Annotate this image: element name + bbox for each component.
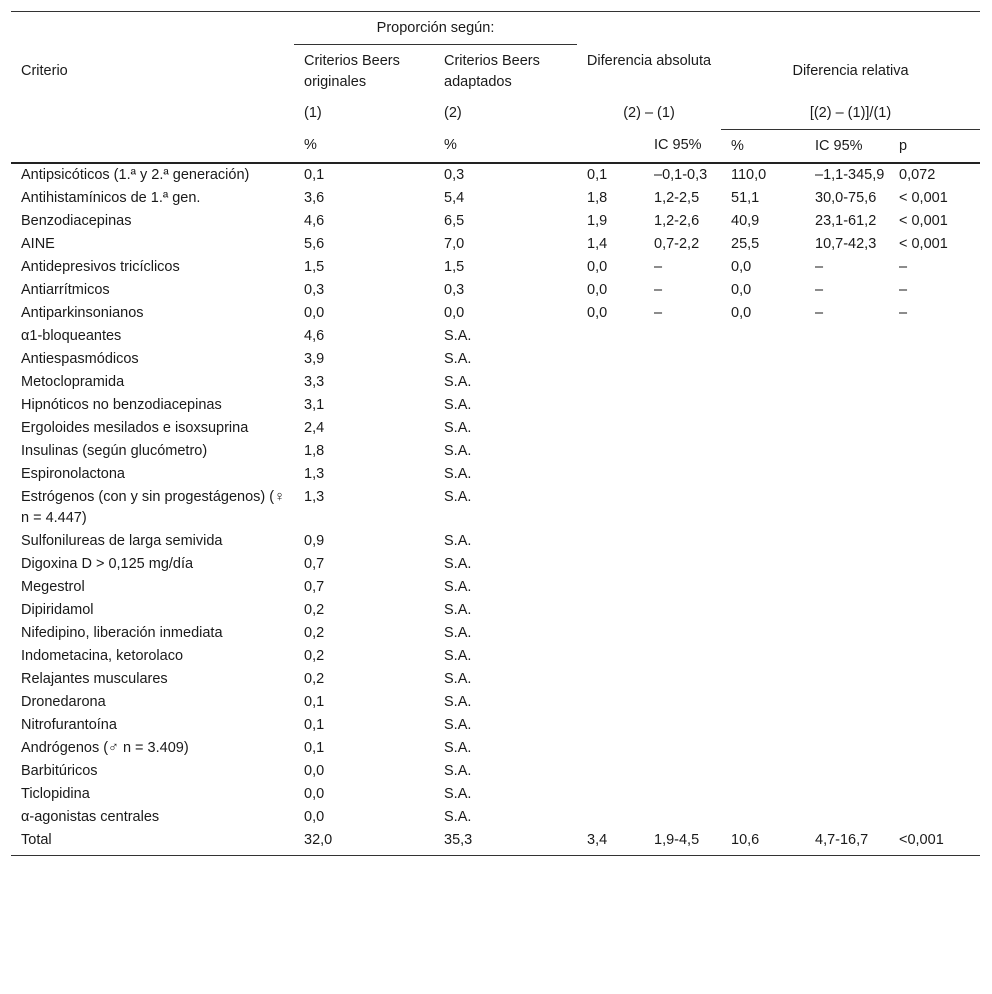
orig-cell: 0,0 xyxy=(304,763,325,779)
criterio-cell: Total xyxy=(21,832,52,848)
adapt-cell: 0,3 xyxy=(444,167,465,183)
table-row xyxy=(11,463,980,486)
criterio-cell: Antiespasmódicos xyxy=(21,351,139,367)
rel-cell xyxy=(721,783,805,806)
p-cell: <0,001 xyxy=(899,832,944,848)
abs-cell xyxy=(577,599,644,622)
rel-cell: 0,0 xyxy=(731,282,752,298)
abs-ci-cell xyxy=(644,325,721,348)
orig-cell: 0,1 xyxy=(304,694,325,710)
orig-cell: 0,7 xyxy=(304,556,325,572)
abs-ci-cell: – xyxy=(654,282,663,298)
orig-cell: 4,6 xyxy=(304,213,325,229)
rel-ci-header: IC 95% xyxy=(815,137,863,154)
adapt-cell: S.A. xyxy=(444,374,472,390)
p-cell xyxy=(889,691,980,714)
p-cell xyxy=(889,576,980,599)
abs-ci-cell: 1,9-4,5 xyxy=(654,832,700,848)
rel-ci-cell: 30,0-75,6 xyxy=(815,190,877,206)
adapt-cell: S.A. xyxy=(444,420,472,436)
rel-cell xyxy=(721,486,805,530)
abs-ci-cell xyxy=(644,622,721,645)
abs-ci-cell xyxy=(644,394,721,417)
abs-ci-header: IC 95% xyxy=(654,137,702,154)
adapt-cell: 7,0 xyxy=(444,236,465,252)
abs-ci-cell: –0,1-0,3 xyxy=(654,167,708,183)
orig-cell: 1,5 xyxy=(304,259,325,275)
abs-ci-cell: 1,2-2,5 xyxy=(654,190,700,206)
table-row xyxy=(11,440,980,463)
table-row xyxy=(11,325,980,348)
abs-cell xyxy=(577,668,644,691)
adapt-cell: S.A. xyxy=(444,763,472,779)
orig-cell: 3,1 xyxy=(304,397,325,413)
table-row xyxy=(11,714,980,737)
p-cell xyxy=(889,760,980,783)
criterio-cell: Relajantes musculares xyxy=(21,671,168,687)
rel-cell xyxy=(721,417,805,440)
orig-cell: 0,7 xyxy=(304,579,325,595)
abs-cell xyxy=(577,691,644,714)
criterio-cell: Antiarrítmicos xyxy=(21,282,110,298)
abs-cell xyxy=(577,760,644,783)
rel-ci-cell xyxy=(805,737,889,760)
orig-cell: 0,2 xyxy=(304,671,325,687)
table-row xyxy=(11,210,980,233)
adapt-cell: S.A. xyxy=(444,648,472,664)
rel-cell xyxy=(721,691,805,714)
abs-cell: 1,9 xyxy=(587,213,608,229)
abs-ci-cell xyxy=(644,417,721,440)
table-row xyxy=(11,530,980,553)
adapt-cell: S.A. xyxy=(444,466,472,482)
orig-cell: 0,1 xyxy=(304,167,325,183)
orig-cell: 0,3 xyxy=(304,282,325,298)
criterio-cell: Estrógenos (con y sin progestágenos) (♀ n = 4.447) xyxy=(21,489,285,526)
p-cell xyxy=(889,348,980,371)
rel-ci-cell xyxy=(805,576,889,599)
orig-cell: 32,0 xyxy=(304,832,333,848)
adapt-cell: 35,3 xyxy=(444,832,473,848)
adapt-cell: 6,5 xyxy=(444,213,465,229)
orig-cell: 0,9 xyxy=(304,533,325,549)
pct-header-1: % xyxy=(304,137,317,154)
criterio-cell: Indometacina, ketorolaco xyxy=(21,648,184,664)
table-row xyxy=(11,599,980,622)
abs-ci-cell xyxy=(644,348,721,371)
criterio-cell: Metoclopramida xyxy=(21,374,125,390)
adapt-cell: S.A. xyxy=(444,397,472,413)
adapt-cell: S.A. xyxy=(444,786,472,802)
rel-ci-cell xyxy=(805,530,889,553)
orig-cell: 5,6 xyxy=(304,236,325,252)
abs-cell xyxy=(577,417,644,440)
abs-ci-cell: 0,7-2,2 xyxy=(654,236,700,252)
rel-cell: 10,6 xyxy=(731,832,760,848)
adapt-cell: 1,5 xyxy=(444,259,465,275)
abs-ci-cell xyxy=(644,668,721,691)
rel-cell: 0,0 xyxy=(731,259,752,275)
abs-cell xyxy=(577,394,644,417)
table-row xyxy=(11,783,980,806)
criterio-cell: Antiparkinsonianos xyxy=(21,305,144,321)
criterio-cell: Antipsicóticos (1.ª y 2.ª generación) xyxy=(21,167,250,183)
table-row xyxy=(11,394,980,417)
rel-cell xyxy=(721,530,805,553)
criterio-cell: Megestrol xyxy=(21,579,85,595)
table-row xyxy=(11,622,980,645)
rel-cell: 40,9 xyxy=(731,213,760,229)
criterio-cell: Digoxina D > 0,125 mg/día xyxy=(21,556,194,572)
p-cell xyxy=(889,325,980,348)
rel-cell xyxy=(721,737,805,760)
criterio-header: Criterio xyxy=(21,63,68,80)
p-cell xyxy=(889,486,980,530)
p-cell: < 0,001 xyxy=(899,236,948,252)
criterio-cell: Hipnóticos no benzodiacepinas xyxy=(21,397,222,413)
abs-ci-cell xyxy=(644,783,721,806)
p-cell xyxy=(889,440,980,463)
criterio-cell: Antidepresivos tricíclicos xyxy=(21,259,180,275)
p-cell: < 0,001 xyxy=(899,213,948,229)
rel-pct-header: % xyxy=(731,137,744,154)
orig-cell: 0,2 xyxy=(304,625,325,641)
rel-ci-cell: – xyxy=(815,259,824,275)
abs-cell xyxy=(577,486,644,530)
rel-ci-cell: – xyxy=(815,282,824,298)
criterio-cell: Espironolactona xyxy=(21,466,125,482)
adapt-cell: S.A. xyxy=(444,671,472,687)
abs-ci-cell xyxy=(644,553,721,576)
p-cell xyxy=(889,783,980,806)
orig-cell: 1,8 xyxy=(304,443,325,459)
abs-ci-cell xyxy=(644,486,721,530)
col2-index: (2) xyxy=(444,104,462,121)
p-cell: < 0,001 xyxy=(899,190,948,206)
abs-cell xyxy=(577,463,644,486)
rel-ci-cell xyxy=(805,691,889,714)
abs-cell: 0,0 xyxy=(587,305,608,321)
orig-cell: 0,0 xyxy=(304,809,325,825)
adapt-cell: S.A. xyxy=(444,694,472,710)
adapt-cell: S.A. xyxy=(444,351,472,367)
rel-cell xyxy=(721,806,805,829)
p-cell xyxy=(889,714,980,737)
p-cell xyxy=(889,645,980,668)
rel-ci-cell xyxy=(805,760,889,783)
p-cell xyxy=(889,463,980,486)
criterio-cell: Andrógenos (♂ n = 3.409) xyxy=(21,740,189,756)
table-row xyxy=(11,187,980,210)
abs-cell xyxy=(577,371,644,394)
abs-cell xyxy=(577,783,644,806)
abs-ci-cell xyxy=(644,737,721,760)
rel-ci-cell xyxy=(805,463,889,486)
rel-cell xyxy=(721,760,805,783)
criterio-cell: Benzodiacepinas xyxy=(21,213,132,229)
abs-ci-cell xyxy=(644,440,721,463)
p-cell: – xyxy=(899,259,908,275)
orig-cell: 3,6 xyxy=(304,190,325,206)
orig-cell: 1,3 xyxy=(304,489,325,505)
table-container xyxy=(11,11,980,856)
p-cell xyxy=(889,417,980,440)
p-cell xyxy=(889,371,980,394)
abs-cell xyxy=(577,530,644,553)
abs-cell xyxy=(577,737,644,760)
rel-ci-cell xyxy=(805,440,889,463)
p-cell xyxy=(889,737,980,760)
abs-ci-cell xyxy=(644,371,721,394)
table-header xyxy=(11,12,980,164)
criterio-cell: Ergoloides mesilados e isoxsuprina xyxy=(21,420,249,436)
rel-ci-cell xyxy=(805,325,889,348)
rel-cell xyxy=(721,371,805,394)
abs-ci-cell xyxy=(644,599,721,622)
criterio-cell: AINE xyxy=(21,236,55,252)
rel-cell xyxy=(721,668,805,691)
abs-cell xyxy=(577,622,644,645)
criterio-cell: Insulinas (según glucómetro) xyxy=(21,443,208,459)
table-row xyxy=(11,806,980,829)
adapt-cell: S.A. xyxy=(444,556,472,572)
orig-cell: 1,3 xyxy=(304,466,325,482)
p-cell: – xyxy=(899,282,908,298)
adapt-cell: S.A. xyxy=(444,602,472,618)
table-row xyxy=(11,691,980,714)
abs-cell: 0,0 xyxy=(587,282,608,298)
p-cell xyxy=(889,394,980,417)
abs-cell: 1,4 xyxy=(587,236,608,252)
table-row xyxy=(11,668,980,691)
rel-cell xyxy=(721,394,805,417)
p-cell xyxy=(889,622,980,645)
adapt-cell: S.A. xyxy=(444,717,472,733)
criterio-cell: Ticlopidina xyxy=(21,786,90,802)
abs-cell: 0,0 xyxy=(587,259,608,275)
rel-cell: 51,1 xyxy=(731,190,760,206)
rel-ci-cell xyxy=(805,645,889,668)
rel-diff-header: Diferencia relativa xyxy=(792,63,909,80)
rel-cell xyxy=(721,463,805,486)
rel-ci-cell xyxy=(805,417,889,440)
abs-ci-cell xyxy=(644,714,721,737)
rel-cell xyxy=(721,348,805,371)
abs-ci-cell: – xyxy=(654,305,663,321)
rel-cell xyxy=(721,576,805,599)
adapt-cell: 0,0 xyxy=(444,305,465,321)
abs-cell: 0,1 xyxy=(587,167,608,183)
table-row xyxy=(11,163,980,187)
table-row xyxy=(11,576,980,599)
orig-cell: 0,2 xyxy=(304,602,325,618)
abs-ci-cell xyxy=(644,530,721,553)
rel-ci-cell xyxy=(805,553,889,576)
adapt-cell: S.A. xyxy=(444,740,472,756)
table-body xyxy=(11,163,980,856)
table-row xyxy=(11,417,980,440)
criterio-cell: α1-bloqueantes xyxy=(21,328,122,344)
adapt-cell: 5,4 xyxy=(444,190,465,206)
abs-cell xyxy=(577,714,644,737)
abs-ci-cell xyxy=(644,806,721,829)
col1-index: (1) xyxy=(304,104,322,121)
rel-ci-cell xyxy=(805,622,889,645)
table-row xyxy=(11,233,980,256)
orig-cell: 0,0 xyxy=(304,305,325,321)
adapt-cell: S.A. xyxy=(444,579,472,595)
rel-cell xyxy=(721,645,805,668)
rel-ci-cell xyxy=(805,714,889,737)
rel-cell xyxy=(721,325,805,348)
p-cell: – xyxy=(899,305,908,321)
rel-cell xyxy=(721,440,805,463)
orig-cell: 3,9 xyxy=(304,351,325,367)
rel-cell: 0,0 xyxy=(731,305,752,321)
table-row xyxy=(11,486,980,530)
rel-cell xyxy=(721,599,805,622)
abs-ci-cell xyxy=(644,576,721,599)
orig-cell: 0,0 xyxy=(304,786,325,802)
abs-cell xyxy=(577,348,644,371)
rel-ci-cell xyxy=(805,486,889,530)
adapt-cell: S.A. xyxy=(444,533,472,549)
orig-cell: 0,1 xyxy=(304,740,325,756)
criterio-cell: Barbitúricos xyxy=(21,763,98,779)
abs-cell xyxy=(577,325,644,348)
rel-cell xyxy=(721,553,805,576)
criterio-cell: Dronedarona xyxy=(21,694,106,710)
adapt-cell: S.A. xyxy=(444,809,472,825)
abs-ci-cell xyxy=(644,463,721,486)
rel-ci-cell xyxy=(805,599,889,622)
abs-cell xyxy=(577,645,644,668)
table-row xyxy=(11,645,980,668)
rel-p-header: p xyxy=(899,137,908,154)
rel-ci-cell: 23,1-61,2 xyxy=(815,213,877,229)
p-cell xyxy=(889,530,980,553)
p-cell: 0,072 xyxy=(899,167,936,183)
adapt-cell: S.A. xyxy=(444,489,472,505)
beers-criteria-table xyxy=(11,11,980,856)
rel-cell: 110,0 xyxy=(731,167,767,183)
criterio-cell: α-agonistas centrales xyxy=(21,809,160,825)
proportion-group-header: Proporción según: xyxy=(294,12,577,45)
rel-cell: 25,5 xyxy=(731,236,760,252)
orig-cell: 3,3 xyxy=(304,374,325,390)
criterio-cell: Antihistamínicos de 1.ª gen. xyxy=(21,190,201,206)
abs-ci-cell xyxy=(644,760,721,783)
table-row xyxy=(11,737,980,760)
rel-ci-cell: 4,7-16,7 xyxy=(815,832,869,848)
abs-diff-header: Diferencia absoluta xyxy=(586,52,712,69)
orig-cell: 2,4 xyxy=(304,420,325,436)
table-row xyxy=(11,760,980,783)
p-cell xyxy=(889,599,980,622)
abs-cell xyxy=(577,806,644,829)
criterio-cell: Sulfonilureas de larga semivida xyxy=(21,533,223,549)
total-row xyxy=(11,829,980,856)
table-row xyxy=(11,302,980,325)
p-cell xyxy=(889,806,980,829)
table-row xyxy=(11,553,980,576)
abs-cell xyxy=(577,576,644,599)
abs-cell: 1,8 xyxy=(587,190,608,206)
abs-cell xyxy=(577,440,644,463)
abs-cell: 3,4 xyxy=(587,832,608,848)
rel-ci-cell xyxy=(805,806,889,829)
rel-formula: [(2) – (1)]/(1) xyxy=(721,97,980,130)
criterio-cell: Nifedipino, liberación inmediata xyxy=(21,625,223,641)
adapt-cell: S.A. xyxy=(444,625,472,641)
rel-cell xyxy=(721,714,805,737)
abs-ci-cell: 1,2-2,6 xyxy=(654,213,700,229)
table-row xyxy=(11,371,980,394)
abs-formula: (2) – (1) xyxy=(623,104,675,121)
rel-ci-cell xyxy=(805,668,889,691)
abs-ci-cell: – xyxy=(654,259,663,275)
beers-adapted-header: Criterios Beers adaptados xyxy=(444,53,540,90)
orig-cell: 0,1 xyxy=(304,717,325,733)
criterio-cell: Dipiridamol xyxy=(21,602,94,618)
rel-ci-cell xyxy=(805,371,889,394)
rel-ci-cell: – xyxy=(815,305,824,321)
adapt-cell: S.A. xyxy=(444,443,472,459)
abs-ci-cell xyxy=(644,691,721,714)
p-cell xyxy=(889,553,980,576)
rel-ci-cell: 10,7-42,3 xyxy=(815,236,877,252)
orig-cell: 0,2 xyxy=(304,648,325,664)
criterio-cell: Nitrofurantoína xyxy=(21,717,117,733)
table-row xyxy=(11,348,980,371)
abs-ci-cell xyxy=(644,645,721,668)
adapt-cell: 0,3 xyxy=(444,282,465,298)
rel-cell xyxy=(721,622,805,645)
rel-ci-cell: –1,1-345,9 xyxy=(815,167,885,183)
rel-ci-cell xyxy=(805,783,889,806)
table-row xyxy=(11,279,980,302)
abs-cell xyxy=(577,553,644,576)
table-row xyxy=(11,256,980,279)
orig-cell: 4,6 xyxy=(304,328,325,344)
rel-ci-cell xyxy=(805,394,889,417)
beers-original-header: Criterios Beers originales xyxy=(304,53,400,90)
pct-header-2: % xyxy=(444,137,457,154)
adapt-cell: S.A. xyxy=(444,328,472,344)
rel-ci-cell xyxy=(805,348,889,371)
p-cell xyxy=(889,668,980,691)
